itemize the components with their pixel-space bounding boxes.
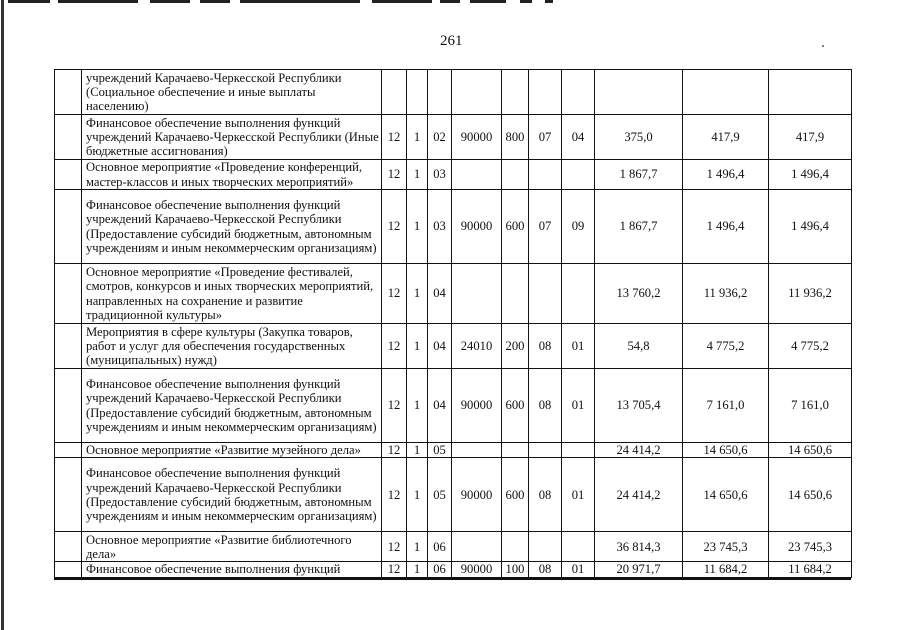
blank-cell	[55, 190, 82, 264]
subprogram-code: 1	[407, 369, 428, 443]
amount-year-3: 23 745,3	[769, 532, 852, 562]
expense-type-code: 600	[502, 369, 529, 443]
amount-year-1: 54,8	[595, 324, 683, 369]
subsection-code	[562, 443, 595, 458]
scan-speck	[822, 45, 824, 47]
scan-artifact-top	[0, 0, 905, 4]
row-name: Финансовое обеспечение выполнения функций учреждений Карачаево-Черкесской Республики (Предоставление субсидий бюджетным, автономным учреждениям и иным некоммерческим организациям)	[82, 458, 382, 532]
amount-year-3: 1 496,4	[769, 190, 852, 264]
expense-type-code	[502, 532, 529, 562]
expense-type-code: 100	[502, 562, 529, 577]
section-code: 08	[529, 562, 562, 577]
amount-year-3: 14 650,6	[769, 458, 852, 532]
amount-year-2: 23 745,3	[683, 532, 769, 562]
subprogram-code: 1	[407, 458, 428, 532]
row-name: Основное мероприятие «Проведение конференций, мастер-классов и иных творческих мероприятий»	[82, 160, 382, 190]
section-code	[529, 70, 562, 115]
blank-cell	[55, 324, 82, 369]
amount-year-2: 11 684,2	[683, 562, 769, 577]
table-row	[55, 115, 852, 160]
table-row	[55, 532, 852, 562]
budget-table	[54, 69, 852, 578]
amount-year-3: 11 936,2	[769, 264, 852, 324]
measure-code: 03	[428, 160, 452, 190]
subprogram-code: 1	[407, 160, 428, 190]
expense-type-code	[502, 70, 529, 115]
amount-year-1: 375,0	[595, 115, 683, 160]
blank-cell	[55, 264, 82, 324]
measure-code	[428, 70, 452, 115]
measure-code: 05	[428, 458, 452, 532]
amount-year-3: 7 161,0	[769, 369, 852, 443]
table-row	[55, 458, 852, 532]
amount-year-3: 4 775,2	[769, 324, 852, 369]
amount-year-1: 24 414,2	[595, 443, 683, 458]
section-code	[529, 160, 562, 190]
subprogram-code: 1	[407, 190, 428, 264]
direction-code	[452, 160, 502, 190]
amount-year-1: 1 867,7	[595, 190, 683, 264]
blank-cell	[55, 70, 82, 115]
subsection-code: 01	[562, 324, 595, 369]
direction-code: 90000	[452, 458, 502, 532]
program-code: 12	[382, 324, 407, 369]
measure-code: 02	[428, 115, 452, 160]
program-code: 12	[382, 532, 407, 562]
subsection-code	[562, 70, 595, 115]
amount-year-3: 14 650,6	[769, 443, 852, 458]
subprogram-code: 1	[407, 264, 428, 324]
measure-code: 04	[428, 324, 452, 369]
amount-year-3: 11 684,2	[769, 562, 852, 577]
program-code: 12	[382, 458, 407, 532]
table-bottom-border	[54, 578, 851, 580]
section-code	[529, 443, 562, 458]
amount-year-3: 1 496,4	[769, 160, 852, 190]
blank-cell	[55, 369, 82, 443]
direction-code: 90000	[452, 190, 502, 264]
amount-year-2: 4 775,2	[683, 324, 769, 369]
program-code: 12	[382, 264, 407, 324]
amount-year-1: 20 971,7	[595, 562, 683, 577]
page-number: 261	[440, 33, 463, 49]
direction-code	[452, 70, 502, 115]
subsection-code: 04	[562, 115, 595, 160]
row-name: Финансовое обеспечение выполнения функций учреждений Карачаево-Черкесской Республики (Предоставление субсидий бюджетным, автономным учреждениям и иным некоммерческим организациям)	[82, 369, 382, 443]
row-name: Основное мероприятие «Развитие библиотечного дела»	[82, 532, 382, 562]
row-name: Финансовое обеспечение выполнения функций	[82, 562, 382, 577]
amount-year-2: 14 650,6	[683, 458, 769, 532]
section-code: 08	[529, 458, 562, 532]
expense-type-code	[502, 160, 529, 190]
subprogram-code: 1	[407, 115, 428, 160]
blank-cell	[55, 532, 82, 562]
amount-year-2: 11 936,2	[683, 264, 769, 324]
program-code: 12	[382, 562, 407, 577]
measure-code: 05	[428, 443, 452, 458]
program-code: 12	[382, 443, 407, 458]
amount-year-1: 36 814,3	[595, 532, 683, 562]
amount-year-3: 417,9	[769, 115, 852, 160]
section-code: 07	[529, 115, 562, 160]
section-code: 08	[529, 369, 562, 443]
amount-year-1: 13 705,4	[595, 369, 683, 443]
direction-code: 90000	[452, 369, 502, 443]
table-row	[55, 160, 852, 190]
program-code: 12	[382, 190, 407, 264]
amount-year-2	[683, 70, 769, 115]
program-code: 12	[382, 369, 407, 443]
expense-type-code: 600	[502, 458, 529, 532]
section-code: 08	[529, 324, 562, 369]
table-row	[55, 190, 852, 264]
subsection-code	[562, 532, 595, 562]
amount-year-1: 1 867,7	[595, 160, 683, 190]
expense-type-code: 600	[502, 190, 529, 264]
row-name: учреждений Карачаево-Черкесской Республики (Социальное обеспечение и иные выплаты населению)	[82, 70, 382, 115]
section-code: 07	[529, 190, 562, 264]
table-row	[55, 562, 852, 577]
amount-year-2: 1 496,4	[683, 190, 769, 264]
section-code	[529, 532, 562, 562]
subsection-code	[562, 264, 595, 324]
expense-type-code: 800	[502, 115, 529, 160]
row-name: Мероприятия в сфере культуры (Закупка товаров, работ и услуг для обеспечения государственных (муниципальных) нужд)	[82, 324, 382, 369]
direction-code: 90000	[452, 562, 502, 577]
amount-year-3	[769, 70, 852, 115]
row-name: Финансовое обеспечение выполнения функций учреждений Карачаево-Черкесской Республики (Иные бюджетные ассигнования)	[82, 115, 382, 160]
row-name: Финансовое обеспечение выполнения функций учреждений Карачаево-Черкесской Республики (Предоставление субсидий бюджетным, автономным учреждениям и иным некоммерческим организациям)	[82, 190, 382, 264]
table-row	[55, 369, 852, 443]
measure-code: 04	[428, 264, 452, 324]
amount-year-1: 13 760,2	[595, 264, 683, 324]
table-row	[55, 264, 852, 324]
amount-year-2: 417,9	[683, 115, 769, 160]
program-code: 12	[382, 160, 407, 190]
blank-cell	[55, 562, 82, 577]
blank-cell	[55, 160, 82, 190]
direction-code	[452, 443, 502, 458]
amount-year-2: 14 650,6	[683, 443, 769, 458]
subprogram-code	[407, 70, 428, 115]
table-row	[55, 443, 852, 458]
direction-code	[452, 264, 502, 324]
blank-cell	[55, 458, 82, 532]
section-code	[529, 264, 562, 324]
measure-code: 04	[428, 369, 452, 443]
scan-left-edge	[1, 0, 4, 630]
subprogram-code: 1	[407, 324, 428, 369]
subsection-code: 09	[562, 190, 595, 264]
row-name: Основное мероприятие «Развитие музейного дела»	[82, 443, 382, 458]
direction-code	[452, 532, 502, 562]
blank-cell	[55, 115, 82, 160]
row-name: Основное мероприятие «Проведение фестивалей, смотров, конкурсов и иных творческих мероприятий, направленных на сохранение и развитие традиционной культуры»	[82, 264, 382, 324]
program-code	[382, 70, 407, 115]
subprogram-code: 1	[407, 562, 428, 577]
expense-type-code	[502, 264, 529, 324]
program-code: 12	[382, 115, 407, 160]
subprogram-code: 1	[407, 443, 428, 458]
expense-type-code	[502, 443, 529, 458]
direction-code: 24010	[452, 324, 502, 369]
subprogram-code: 1	[407, 532, 428, 562]
amount-year-2: 7 161,0	[683, 369, 769, 443]
subsection-code: 01	[562, 369, 595, 443]
amount-year-2: 1 496,4	[683, 160, 769, 190]
amount-year-1	[595, 70, 683, 115]
blank-cell	[55, 443, 82, 458]
subsection-code: 01	[562, 562, 595, 577]
direction-code: 90000	[452, 115, 502, 160]
subsection-code: 01	[562, 458, 595, 532]
measure-code: 03	[428, 190, 452, 264]
expense-type-code: 200	[502, 324, 529, 369]
table-row	[55, 324, 852, 369]
amount-year-1: 24 414,2	[595, 458, 683, 532]
subsection-code	[562, 160, 595, 190]
measure-code: 06	[428, 562, 452, 577]
table-row	[55, 70, 852, 115]
measure-code: 06	[428, 532, 452, 562]
